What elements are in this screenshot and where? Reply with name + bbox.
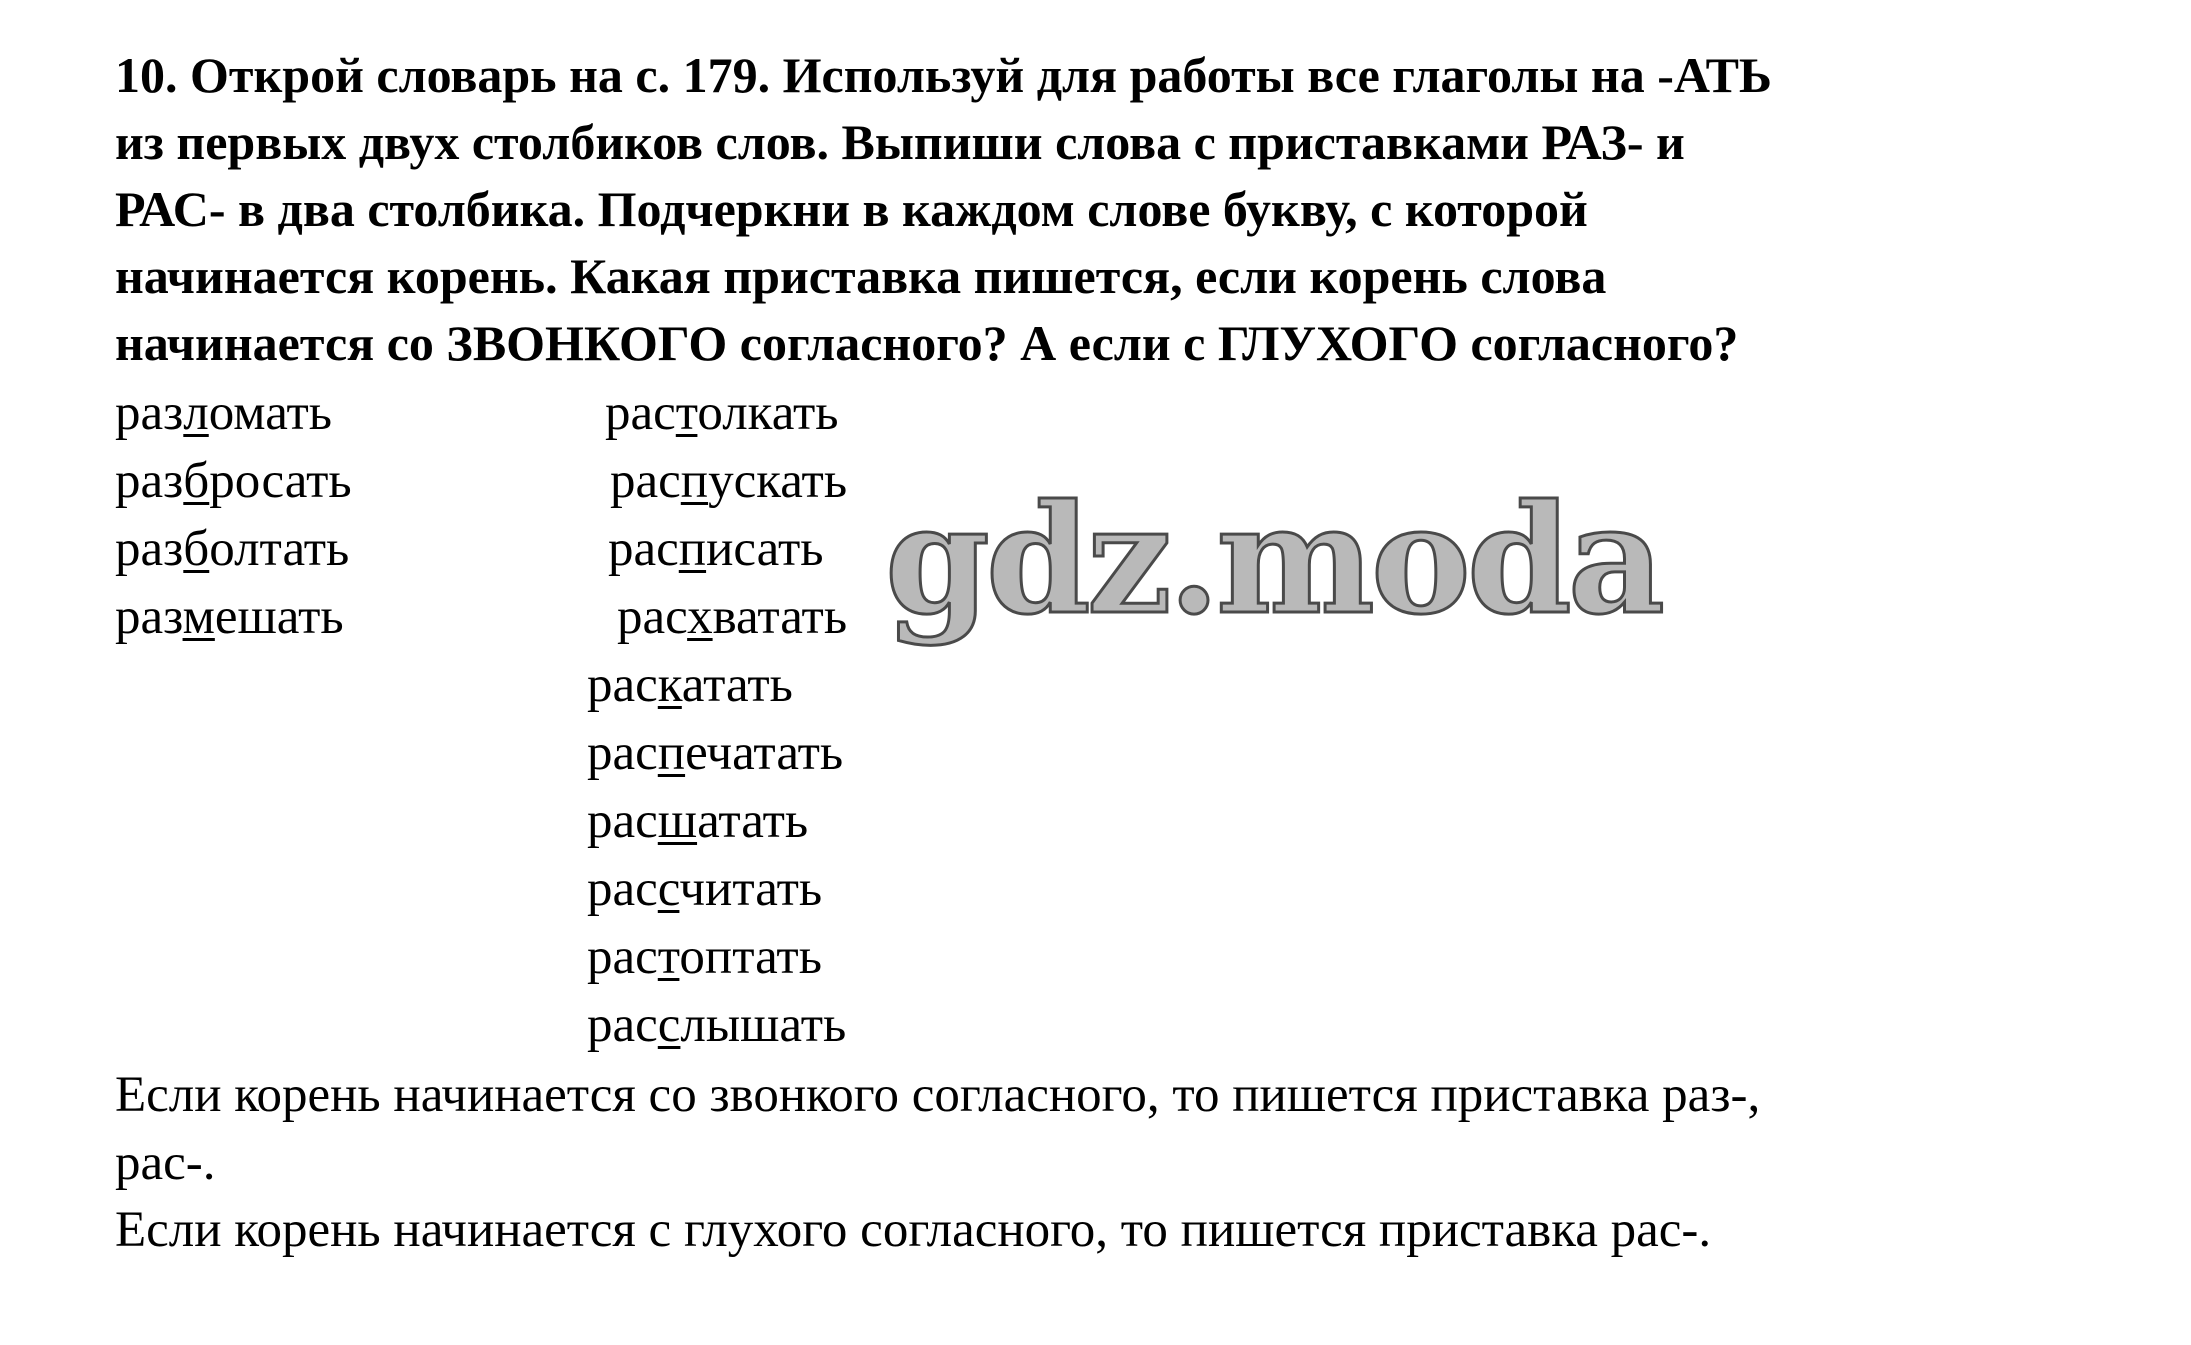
ras-word: раскатать	[587, 657, 793, 713]
raz-word: разломать	[115, 385, 333, 441]
root-first-letter: м	[182, 589, 215, 645]
task-line: 10. Открой словарь на с. 179. Используй для работы все глаголы на -АТЬ	[115, 47, 1772, 103]
root-first-letter: т	[657, 929, 680, 985]
root-first-letter: к	[657, 657, 682, 713]
root-first-letter: б	[183, 521, 210, 577]
ras-word: растоптать	[587, 929, 822, 985]
task-line: начинается со ЗВОНКОГО согласного? А если с ГЛУХОГО согласного?	[115, 315, 1739, 371]
ras-word: расписать	[608, 521, 824, 577]
root-first-letter: б	[183, 453, 210, 509]
root-first-letter: л	[183, 385, 209, 441]
task-line: РАС- в два столбика. Подчеркни в каждом слове букву, с которой	[115, 181, 1588, 237]
ras-word: растолкать	[605, 385, 839, 441]
ras-word: распускать	[610, 453, 848, 509]
root-first-letter: х	[687, 589, 713, 645]
root-first-letter: с	[657, 997, 681, 1053]
task-line: начинается корень. Какая приставка пишется, если корень слова	[115, 248, 1607, 304]
root-first-letter: п	[680, 453, 709, 509]
root-first-letter: п	[678, 521, 707, 577]
raz-word: размешать	[115, 589, 344, 645]
ras-word: распечатать	[587, 725, 844, 781]
root-first-letter: ш	[657, 793, 698, 849]
conclusion-voiced-continued: рас-.	[115, 1135, 216, 1191]
root-first-letter: с	[657, 861, 680, 917]
ras-word: расслышать	[587, 997, 847, 1053]
raz-word: разболтать	[115, 521, 350, 577]
ras-word: рассчитать	[587, 861, 823, 917]
watermark-logo: gdz.moda	[885, 472, 1662, 648]
conclusion-voiceless: Если корень начинается с глухого согласного, то пишется приставка рас-.	[115, 1202, 1712, 1258]
task-statement	[115, 42, 2125, 377]
ras-word: расхватать	[617, 589, 848, 645]
ras-word: расшатать	[587, 793, 809, 849]
raz-word: разбросать	[115, 453, 352, 509]
task-line: из первых двух столбиков слов. Выпиши слова с приставками РАЗ- и	[115, 114, 1685, 170]
conclusion-voiced: Если корень начинается со звонкого согласного, то пишется приставка раз-,	[115, 1067, 1761, 1123]
root-first-letter: т	[675, 385, 698, 441]
root-first-letter: п	[657, 725, 686, 781]
